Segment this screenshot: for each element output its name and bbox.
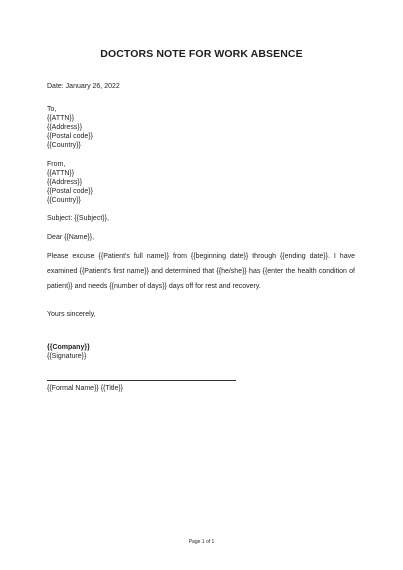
from-label: From, bbox=[47, 161, 66, 168]
from-country: {{Country}} bbox=[47, 197, 81, 204]
page-footer: Page 1 of 1 bbox=[188, 539, 215, 545]
signature-line bbox=[47, 380, 236, 381]
document-title: DOCTORS NOTE FOR WORK ABSENCE bbox=[100, 48, 303, 60]
to-attn: {{ATTN}} bbox=[47, 115, 75, 122]
to-address: {{Address}} bbox=[47, 124, 83, 131]
closing: Yours sincerely, bbox=[47, 311, 96, 318]
from-postal-code: {{Postal code}} bbox=[47, 188, 93, 195]
to-label: To, bbox=[47, 106, 57, 113]
to-postal-code: {{Postal code}} bbox=[47, 133, 93, 140]
to-country: {{Country}} bbox=[47, 142, 81, 149]
from-attn: {{ATTN}} bbox=[47, 170, 75, 177]
signature: {{Signature}} bbox=[47, 353, 87, 360]
salutation: Dear {{Name}}, bbox=[47, 234, 95, 241]
date-line: Date: January 26, 2022 bbox=[47, 83, 120, 90]
from-address: {{Address}} bbox=[47, 179, 83, 186]
body-paragraph: Please excuse {{Patient's full name}} from {{beginning date}} through {{ending date}}. I have examined {{Patient's first name}} and determined that {{he/she}} has {{enter the health condition of patient}} and needs {{number of days}} days off for rest and recovery. bbox=[47, 253, 355, 290]
subject-line: Subject: {{Subject}}, bbox=[47, 215, 109, 222]
company-name: {{Company}} bbox=[47, 344, 90, 351]
formal-name-title: {{Formal Name}} {{Title}} bbox=[47, 385, 124, 392]
